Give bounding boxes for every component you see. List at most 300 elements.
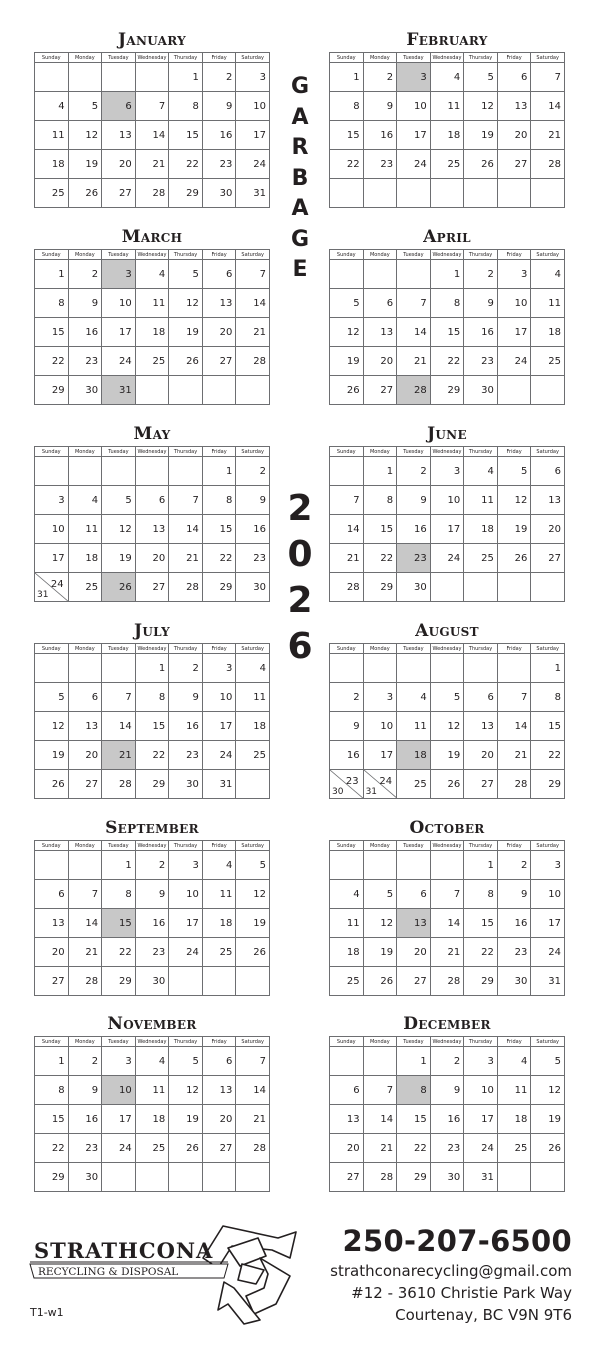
day-cell: 27 xyxy=(330,1163,364,1192)
empty-day-cell xyxy=(330,457,364,486)
weekday-label: Thursday xyxy=(464,1037,498,1047)
year-digit: 0 xyxy=(287,534,313,575)
day-cell: 28 xyxy=(68,967,102,996)
day-cell: 11 xyxy=(35,121,69,150)
week-row xyxy=(35,1163,270,1192)
day-cell: 26 xyxy=(169,347,203,376)
weekday-label: Saturday xyxy=(531,841,565,851)
day-cell: 10 xyxy=(464,1076,498,1105)
empty-day-cell xyxy=(169,1163,203,1192)
collection-day-cell: 18 xyxy=(397,741,431,770)
day-cell: 18 xyxy=(330,938,364,967)
weekday-label: Saturday xyxy=(531,250,565,260)
week-row xyxy=(330,63,565,92)
day-cell: 25 xyxy=(135,347,169,376)
weekday-label: Friday xyxy=(202,447,236,457)
day-cell: 29 xyxy=(464,967,498,996)
week-row xyxy=(330,289,565,318)
weekday-label: Monday xyxy=(68,53,102,63)
day-cell: 20 xyxy=(135,544,169,573)
weekday-label: Wednesday xyxy=(430,644,464,654)
month-january xyxy=(34,28,270,208)
day-cell: 4 xyxy=(430,63,464,92)
day-cell: 15 xyxy=(35,318,69,347)
day-cell: 13 xyxy=(464,712,498,741)
day-cell: 11 xyxy=(330,909,364,938)
weekday-label: Monday xyxy=(363,250,397,260)
day-cell: 10 xyxy=(236,92,270,121)
day-cell: 5 xyxy=(169,260,203,289)
day-cell: 21 xyxy=(169,544,203,573)
weekday-label: Friday xyxy=(497,1037,531,1047)
day-cell: 24 xyxy=(102,1134,136,1163)
empty-day-cell xyxy=(497,573,531,602)
day-cell: 30 xyxy=(236,573,270,602)
day-cell: 18 xyxy=(35,150,69,179)
day-cell: 8 xyxy=(35,1076,69,1105)
day-cell: 15 xyxy=(202,515,236,544)
weekday-label: Friday xyxy=(497,644,531,654)
day-cell: 21 xyxy=(497,741,531,770)
day-cell: 20 xyxy=(363,347,397,376)
month-april xyxy=(329,225,565,405)
empty-day-cell xyxy=(531,573,565,602)
day-cell: 21 xyxy=(236,1105,270,1134)
day-number: 31 xyxy=(365,787,378,797)
day-cell: 20 xyxy=(102,150,136,179)
day-cell: 25 xyxy=(202,938,236,967)
month-table xyxy=(34,840,270,996)
day-cell: 23 xyxy=(430,1134,464,1163)
weekday-label: Saturday xyxy=(236,841,270,851)
weekday-label: Tuesday xyxy=(102,644,136,654)
collection-day-cell: 8 xyxy=(397,1076,431,1105)
day-cell: 3 xyxy=(531,851,565,880)
day-cell: 17 xyxy=(531,909,565,938)
week-row xyxy=(330,179,565,208)
day-cell: 4 xyxy=(135,1047,169,1076)
day-cell: 30 xyxy=(430,1163,464,1192)
empty-day-cell xyxy=(464,654,498,683)
day-cell: 2 xyxy=(236,457,270,486)
weekday-label: Tuesday xyxy=(397,1037,431,1047)
weekday-label: Thursday xyxy=(169,644,203,654)
day-cell: 1 xyxy=(35,260,69,289)
day-cell: 25 xyxy=(68,573,102,602)
day-cell: 12 xyxy=(531,1076,565,1105)
day-cell: 9 xyxy=(497,880,531,909)
weekday-label: Sunday xyxy=(35,250,69,260)
day-cell: 6 xyxy=(202,1047,236,1076)
empty-day-cell xyxy=(330,654,364,683)
day-cell: 5 xyxy=(35,683,69,712)
week-row xyxy=(35,1047,270,1076)
year-digit: 2 xyxy=(287,488,313,529)
day-cell: 11 xyxy=(464,486,498,515)
day-cell: 15 xyxy=(397,1105,431,1134)
day-cell: 30 xyxy=(68,1163,102,1192)
empty-day-cell xyxy=(102,457,136,486)
day-cell: 14 xyxy=(363,1105,397,1134)
day-cell: 23 xyxy=(68,1134,102,1163)
day-cell: 13 xyxy=(330,1105,364,1134)
empty-day-cell xyxy=(397,179,431,208)
day-cell: 22 xyxy=(102,938,136,967)
weekday-label: Tuesday xyxy=(102,841,136,851)
day-number: 31 xyxy=(37,590,49,600)
day-cell: 30 xyxy=(169,770,203,799)
day-cell: 21 xyxy=(430,938,464,967)
company-logo xyxy=(28,1218,318,1328)
weekday-label: Sunday xyxy=(35,53,69,63)
day-cell: 8 xyxy=(35,289,69,318)
day-cell: 23 xyxy=(363,150,397,179)
address-line-2: Courtenay, BC V9N 9T6 xyxy=(395,1306,572,1324)
day-cell: 15 xyxy=(169,121,203,150)
day-cell: 15 xyxy=(135,712,169,741)
day-cell: 23 xyxy=(497,938,531,967)
day-cell: 26 xyxy=(430,770,464,799)
day-cell: 11 xyxy=(497,1076,531,1105)
weekday-label: Tuesday xyxy=(397,447,431,457)
week-row xyxy=(330,909,565,938)
day-cell: 1 xyxy=(531,654,565,683)
weekday-label: Thursday xyxy=(464,250,498,260)
empty-day-cell xyxy=(236,967,270,996)
garbage-letter: G xyxy=(290,226,310,252)
empty-day-cell xyxy=(363,260,397,289)
week-row xyxy=(35,347,270,376)
day-cell: 4 xyxy=(330,880,364,909)
day-cell: 1 xyxy=(330,63,364,92)
day-cell: 19 xyxy=(430,741,464,770)
empty-day-cell xyxy=(363,654,397,683)
week-row xyxy=(330,967,565,996)
day-cell: 19 xyxy=(464,121,498,150)
day-cell: 26 xyxy=(363,967,397,996)
day-cell: 5 xyxy=(102,486,136,515)
day-cell: 6 xyxy=(68,683,102,712)
collection-day-cell: 31 xyxy=(102,376,136,405)
day-cell: 8 xyxy=(464,880,498,909)
day-cell: 4 xyxy=(531,260,565,289)
day-cell: 6 xyxy=(330,1076,364,1105)
month-november xyxy=(34,1012,270,1192)
day-cell: 19 xyxy=(531,1105,565,1134)
day-cell: 25 xyxy=(497,1134,531,1163)
empty-day-cell xyxy=(330,1047,364,1076)
day-cell: 27 xyxy=(497,150,531,179)
week-row xyxy=(330,457,565,486)
day-cell: 6 xyxy=(363,289,397,318)
day-cell: 4 xyxy=(497,1047,531,1076)
week-row xyxy=(330,260,565,289)
day-cell: 8 xyxy=(102,880,136,909)
empty-day-cell xyxy=(68,851,102,880)
month-title: October xyxy=(409,818,485,838)
day-cell: 30 xyxy=(202,179,236,208)
day-cell: 14 xyxy=(497,712,531,741)
weekday-label: Sunday xyxy=(330,447,364,457)
day-cell: 5 xyxy=(464,63,498,92)
day-cell: 22 xyxy=(169,150,203,179)
week-row xyxy=(35,63,270,92)
day-cell: 5 xyxy=(169,1047,203,1076)
empty-day-cell xyxy=(169,457,203,486)
day-cell: 26 xyxy=(330,376,364,405)
month-march xyxy=(34,225,270,405)
week-row xyxy=(35,909,270,938)
week-row xyxy=(330,654,565,683)
weekday-label: Sunday xyxy=(330,1037,364,1047)
day-cell: 1 xyxy=(35,1047,69,1076)
empty-day-cell xyxy=(102,654,136,683)
weekday-label: Tuesday xyxy=(397,53,431,63)
weekday-header-row xyxy=(330,250,565,260)
day-cell: 25 xyxy=(430,150,464,179)
day-cell: 15 xyxy=(430,318,464,347)
weekday-label: Thursday xyxy=(169,447,203,457)
week-row xyxy=(330,1047,565,1076)
weekday-label: Wednesday xyxy=(135,1037,169,1047)
weekday-label: Sunday xyxy=(35,1037,69,1047)
empty-day-cell xyxy=(464,179,498,208)
week-row xyxy=(330,770,565,799)
day-cell: 7 xyxy=(531,63,565,92)
week-row xyxy=(35,515,270,544)
weekday-label: Friday xyxy=(497,447,531,457)
week-row xyxy=(35,457,270,486)
day-cell: 21 xyxy=(363,1134,397,1163)
week-row xyxy=(330,683,565,712)
day-cell: 2 xyxy=(135,851,169,880)
empty-day-cell xyxy=(102,63,136,92)
phone-number: 250-207-6500 xyxy=(342,1224,572,1258)
month-september xyxy=(34,816,270,996)
day-cell: 8 xyxy=(169,92,203,121)
week-row xyxy=(330,376,565,405)
weekday-label: Wednesday xyxy=(135,53,169,63)
weekday-label: Tuesday xyxy=(102,53,136,63)
day-cell: 17 xyxy=(464,1105,498,1134)
empty-day-cell xyxy=(363,179,397,208)
weekday-label: Thursday xyxy=(464,841,498,851)
day-cell: 9 xyxy=(236,486,270,515)
day-cell: 4 xyxy=(68,486,102,515)
day-cell: 11 xyxy=(236,683,270,712)
empty-day-cell xyxy=(135,457,169,486)
day-cell: 8 xyxy=(363,486,397,515)
day-cell: 15 xyxy=(330,121,364,150)
month-table xyxy=(34,52,270,208)
day-cell: 26 xyxy=(497,544,531,573)
month-title: June xyxy=(427,424,467,444)
garbage-letter: R xyxy=(291,135,309,160)
month-title: May xyxy=(133,424,171,444)
weekday-label: Friday xyxy=(497,250,531,260)
day-cell: 31 xyxy=(202,770,236,799)
weekday-label: Friday xyxy=(202,250,236,260)
week-row xyxy=(330,92,565,121)
day-cell: 4 xyxy=(135,260,169,289)
day-cell: 14 xyxy=(169,515,203,544)
day-cell: 20 xyxy=(68,741,102,770)
garbage-letter: E xyxy=(292,257,308,282)
day-cell: 29 xyxy=(102,967,136,996)
day-cell: 22 xyxy=(397,1134,431,1163)
week-row xyxy=(330,573,565,602)
month-table xyxy=(34,446,270,602)
day-cell: 16 xyxy=(68,1105,102,1134)
week-row xyxy=(330,150,565,179)
day-cell: 16 xyxy=(169,712,203,741)
day-cell: 27 xyxy=(202,1134,236,1163)
day-cell: 1 xyxy=(363,457,397,486)
week-row xyxy=(35,967,270,996)
empty-day-cell xyxy=(397,260,431,289)
weekday-label: Monday xyxy=(68,447,102,457)
day-cell: 13 xyxy=(202,1076,236,1105)
day-cell: 11 xyxy=(397,712,431,741)
day-cell: 18 xyxy=(430,121,464,150)
weekday-label: Wednesday xyxy=(430,250,464,260)
day-cell: 4 xyxy=(202,851,236,880)
weekday-label: Wednesday xyxy=(430,447,464,457)
empty-day-cell xyxy=(497,654,531,683)
month-title: January xyxy=(118,30,186,50)
day-cell: 9 xyxy=(397,486,431,515)
day-cell: 17 xyxy=(236,121,270,150)
day-cell: 12 xyxy=(35,712,69,741)
empty-day-cell xyxy=(397,851,431,880)
week-row xyxy=(330,121,565,150)
weekday-header-row xyxy=(330,53,565,63)
day-cell: 11 xyxy=(531,289,565,318)
weekday-label: Tuesday xyxy=(102,447,136,457)
day-cell: 4 xyxy=(397,683,431,712)
day-cell: 19 xyxy=(35,741,69,770)
day-cell: 6 xyxy=(397,880,431,909)
day-cell: 23 xyxy=(464,347,498,376)
day-cell: 13 xyxy=(363,318,397,347)
week-row xyxy=(35,376,270,405)
day-cell: 3 xyxy=(202,654,236,683)
day-cell: 7 xyxy=(363,1076,397,1105)
day-cell: 30 xyxy=(464,376,498,405)
day-cell: 29 xyxy=(169,179,203,208)
day-cell: 7 xyxy=(135,92,169,121)
address-line-1: #12 - 3610 Christie Park Way xyxy=(351,1284,572,1302)
day-cell: 18 xyxy=(202,909,236,938)
week-row xyxy=(330,880,565,909)
empty-day-cell xyxy=(430,654,464,683)
weekday-label: Thursday xyxy=(169,1037,203,1047)
day-cell: 20 xyxy=(202,1105,236,1134)
month-august xyxy=(329,619,565,799)
weekday-label: Saturday xyxy=(236,644,270,654)
week-row xyxy=(330,347,565,376)
month-table xyxy=(329,1036,565,1192)
day-cell: 27 xyxy=(464,770,498,799)
day-cell: 14 xyxy=(430,909,464,938)
year-vertical-title xyxy=(278,486,322,670)
month-title: December xyxy=(403,1014,491,1034)
day-cell: 7 xyxy=(169,486,203,515)
weekday-label: Saturday xyxy=(531,53,565,63)
weekday-label: Sunday xyxy=(35,447,69,457)
day-cell: 1 xyxy=(202,457,236,486)
day-cell: 29 xyxy=(35,376,69,405)
day-cell: 2 xyxy=(169,654,203,683)
day-cell: 20 xyxy=(330,1134,364,1163)
empty-day-cell xyxy=(35,457,69,486)
day-cell: 6 xyxy=(35,880,69,909)
day-cell: 6 xyxy=(531,457,565,486)
empty-day-cell xyxy=(202,967,236,996)
day-cell: 25 xyxy=(464,544,498,573)
day-cell: 29 xyxy=(363,573,397,602)
week-row xyxy=(35,712,270,741)
month-table xyxy=(34,643,270,799)
weekday-label: Saturday xyxy=(531,1037,565,1047)
empty-day-cell xyxy=(363,851,397,880)
day-cell: 20 xyxy=(464,741,498,770)
weekday-label: Wednesday xyxy=(135,644,169,654)
day-cell: 8 xyxy=(330,92,364,121)
day-cell: 12 xyxy=(430,712,464,741)
weekday-header-row xyxy=(35,447,270,457)
day-cell: 16 xyxy=(363,121,397,150)
day-cell: 6 xyxy=(135,486,169,515)
day-cell: 16 xyxy=(330,741,364,770)
empty-day-cell xyxy=(430,179,464,208)
day-cell: 7 xyxy=(236,260,270,289)
weekday-header-row xyxy=(35,644,270,654)
day-cell: 12 xyxy=(497,486,531,515)
day-cell: 3 xyxy=(169,851,203,880)
empty-day-cell xyxy=(102,1163,136,1192)
day-cell: 22 xyxy=(430,347,464,376)
garbage-letter: B xyxy=(291,165,309,191)
day-cell: 7 xyxy=(68,880,102,909)
day-number: 23 xyxy=(345,776,359,787)
empty-day-cell xyxy=(497,1163,531,1192)
day-cell: 11 xyxy=(135,289,169,318)
weekday-label: Tuesday xyxy=(397,250,431,260)
day-cell: 23 xyxy=(135,938,169,967)
form-code: T1-w1 xyxy=(30,1306,64,1319)
week-row xyxy=(330,741,565,770)
day-cell: 17 xyxy=(397,121,431,150)
day-cell: 19 xyxy=(236,909,270,938)
day-cell: 6 xyxy=(497,63,531,92)
day-cell: 26 xyxy=(531,1134,565,1163)
garbage-letter: G xyxy=(290,74,310,99)
day-cell: 17 xyxy=(363,741,397,770)
empty-day-cell xyxy=(397,654,431,683)
day-cell: 9 xyxy=(68,289,102,318)
weekday-label: Wednesday xyxy=(135,447,169,457)
day-cell: 9 xyxy=(430,1076,464,1105)
empty-day-cell xyxy=(531,376,565,405)
day-cell: 12 xyxy=(68,121,102,150)
day-cell: 8 xyxy=(430,289,464,318)
weekday-header-row xyxy=(35,1037,270,1047)
day-cell: 26 xyxy=(68,179,102,208)
day-cell: 30 xyxy=(135,967,169,996)
empty-day-cell xyxy=(236,376,270,405)
day-cell: 18 xyxy=(236,712,270,741)
